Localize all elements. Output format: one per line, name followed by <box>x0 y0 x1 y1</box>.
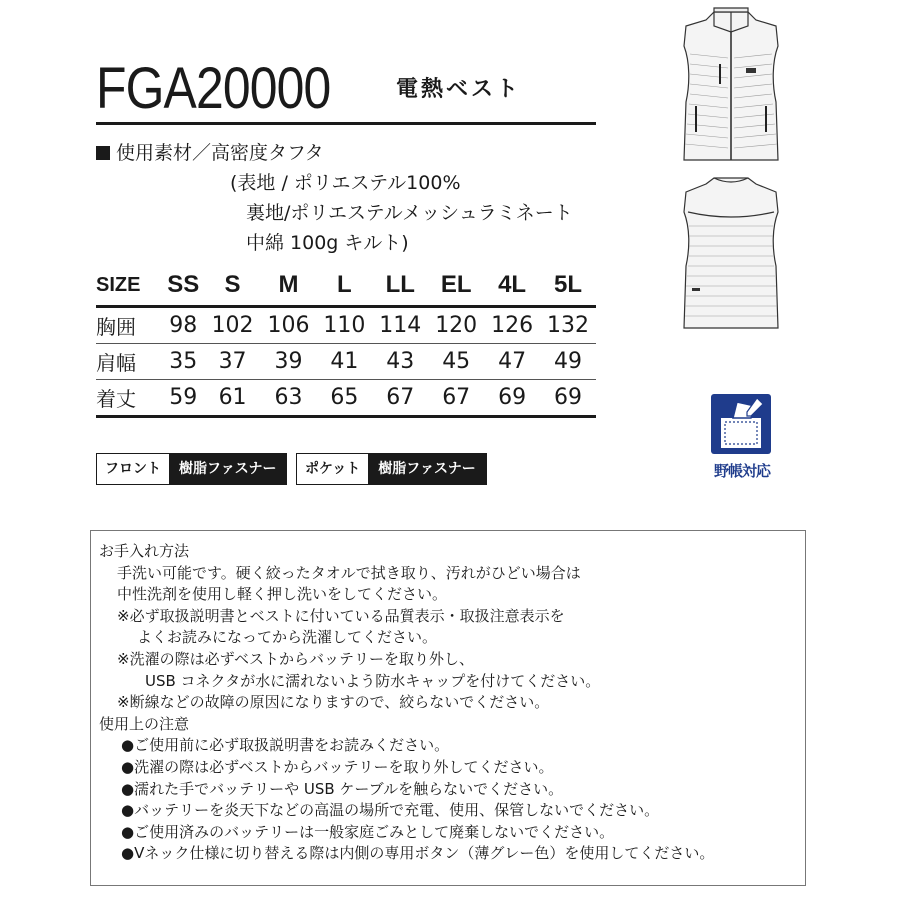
size-header-cell: M <box>261 265 317 307</box>
usage-line: ●洗濯の際は必ずベストからバッテリーを取り外してください。 <box>121 757 554 776</box>
table-cell: 47 <box>484 344 540 380</box>
header-divider <box>96 122 596 125</box>
row-label: 胸囲 <box>96 307 162 344</box>
table-cell: 67 <box>428 380 484 417</box>
table-cell: 39 <box>261 344 317 380</box>
pocket-fastener-tag <box>296 453 487 485</box>
material-line: 中綿 100g キルト) <box>246 232 409 254</box>
table-cell: 61 <box>205 380 261 417</box>
table-cell: 63 <box>261 380 317 417</box>
size-header-cell: 5L <box>540 265 596 307</box>
usage-line: ●ご使用済みのバッテリーは一般家庭ごみとして廃棄しないでください。 <box>121 822 615 841</box>
table-cell: 120 <box>428 307 484 344</box>
size-table <box>96 265 596 418</box>
table-cell: 126 <box>484 307 540 344</box>
material-spec <box>96 138 573 258</box>
size-header-cell: SS <box>162 265 205 307</box>
table-cell: 106 <box>261 307 317 344</box>
care-line: よくお読みになってから洗濯してください。 <box>137 628 438 647</box>
table-row <box>96 380 596 417</box>
size-table-header <box>96 265 596 307</box>
usage-line: ●ご使用前に必ず取扱説明書をお読みください。 <box>121 736 450 755</box>
usage-title: 使用上の注意 <box>99 714 190 733</box>
table-cell: 43 <box>372 344 428 380</box>
usage-line: ●Vネック仕様に切り替える際は内側の専用ボタン（薄グレー色）を使用してください。 <box>121 844 715 863</box>
table-cell: 41 <box>316 344 372 380</box>
size-header-cell: L <box>316 265 372 307</box>
table-cell: 45 <box>428 344 484 380</box>
row-label: 着丈 <box>96 380 162 417</box>
care-line: 中性洗剤を使用し軽く押し洗いをしてください。 <box>117 585 448 604</box>
tag-key: ポケット <box>297 454 368 484</box>
care-line: ※洗濯の際は必ずベストからバッテリーを取り外し、 <box>117 649 474 668</box>
model-number: FGA20000 <box>96 56 331 121</box>
care-title: お手入れ方法 <box>99 542 190 560</box>
care-line: ※必ず取扱説明書とベストに付いている品質表示・取扱注意表示を <box>117 606 565 625</box>
table-cell: 35 <box>162 344 205 380</box>
table-cell: 49 <box>540 344 596 380</box>
tag-key: フロント <box>97 454 169 484</box>
table-cell: 132 <box>540 307 596 344</box>
front-fastener-tag <box>96 453 287 485</box>
square-bullet-icon <box>96 146 110 160</box>
usage-line: ●濡れた手でバッテリーや USB ケーブルを触らないでください。 <box>121 779 564 798</box>
care-line: 手洗い可能です。硬く絞ったタオルで拭き取り、汚れがひどい場合は <box>117 563 581 582</box>
material-line: 裏地/ポリエステルメッシュラミネート <box>246 202 573 224</box>
size-header-cell: LL <box>372 265 428 307</box>
table-cell: 69 <box>540 380 596 417</box>
care-line: USB コネクタが水に濡れないよう防水キャップを付けてください。 <box>145 671 601 690</box>
badge-label: 野帳対応 <box>713 462 770 480</box>
table-cell: 37 <box>205 344 261 380</box>
table-cell: 67 <box>372 380 428 417</box>
table-cell: 114 <box>372 307 428 344</box>
table-cell: 65 <box>316 380 372 417</box>
table-cell: 69 <box>484 380 540 417</box>
size-header-cell: EL <box>428 265 484 307</box>
notebook-pocket-glyph <box>711 394 771 454</box>
vest-back-illustration <box>676 174 786 332</box>
size-header-cell: SIZE <box>96 265 162 307</box>
tag-value: 樹脂ファスナー <box>169 454 286 484</box>
table-cell: 110 <box>316 307 372 344</box>
material-line: 使用素材／高密度タフタ <box>96 138 573 168</box>
notebook-pocket-icon <box>711 394 771 454</box>
care-line: ※断線などの故障の原因になりますので、絞らないでください。 <box>117 693 550 712</box>
table-row <box>96 344 596 380</box>
size-header-cell: 4L <box>484 265 540 307</box>
table-cell: 102 <box>205 307 261 344</box>
table-cell: 59 <box>162 380 205 417</box>
tag-value: 樹脂ファスナー <box>368 454 485 484</box>
material-line: (表地 / ポリエステル100% <box>230 172 461 194</box>
product-name: 電熱ベスト <box>396 77 522 102</box>
usage-line: ●バッテリーを炎天下などの高温の場所で充電、使用、保管しないでください。 <box>121 801 660 820</box>
size-header-cell: S <box>205 265 261 307</box>
care-instructions-box <box>90 530 806 886</box>
vest-front-illustration <box>676 6 786 164</box>
row-label: 肩幅 <box>96 344 162 380</box>
table-cell: 98 <box>162 307 205 344</box>
table-row <box>96 307 596 344</box>
